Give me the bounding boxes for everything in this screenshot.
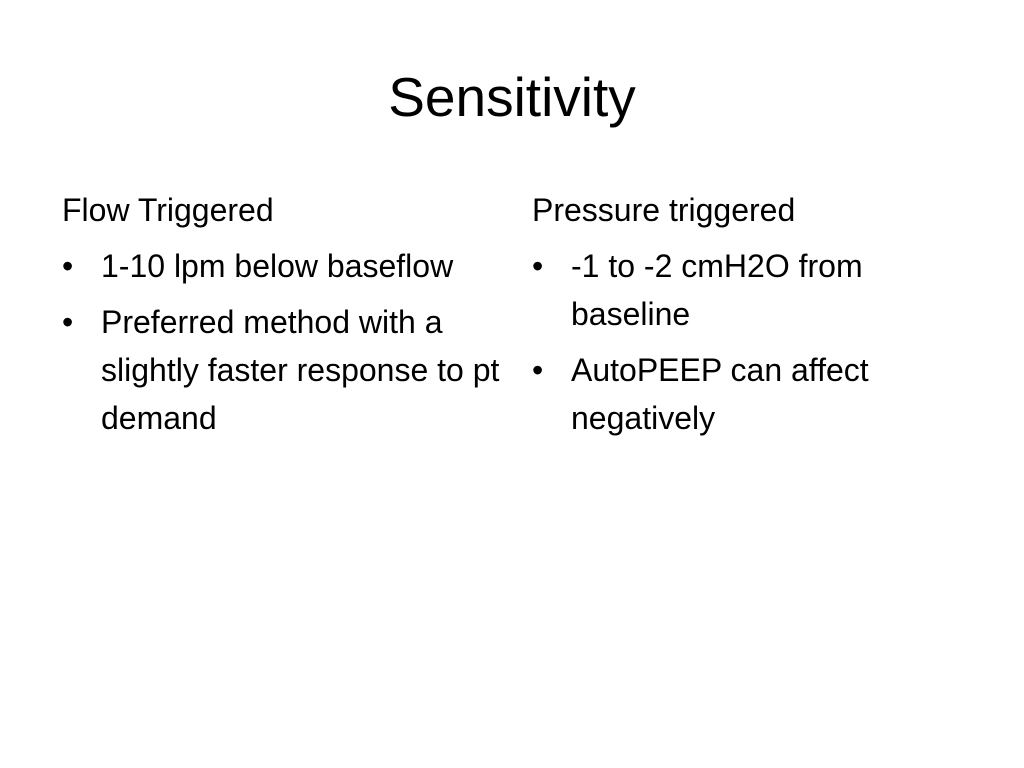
slide-title: Sensitivity [388, 66, 636, 128]
list-item [62, 242, 502, 290]
list-item [532, 242, 952, 338]
column-heading-pressure-triggered: Pressure triggered [532, 192, 796, 228]
bullet-icon: • [532, 248, 544, 284]
bullet-text: 1-10 lpm below baseflow [101, 248, 454, 284]
bullet-icon: • [62, 248, 74, 284]
bullet-list [532, 242, 952, 442]
bullet-text: Preferred method with a slightly faster response to pt demand [101, 304, 500, 436]
right-column [532, 186, 952, 450]
bullet-list [62, 242, 502, 442]
column-heading-flow-triggered: Flow Triggered [62, 192, 274, 228]
list-item [532, 346, 952, 442]
bullet-text: AutoPEEP can affect negatively [571, 352, 869, 436]
bullet-icon: • [62, 304, 74, 340]
left-column [62, 186, 502, 450]
bullet-text: -1 to -2 cmH2O from baseline [571, 248, 863, 332]
list-item [62, 298, 502, 442]
bullet-icon: • [532, 352, 544, 388]
